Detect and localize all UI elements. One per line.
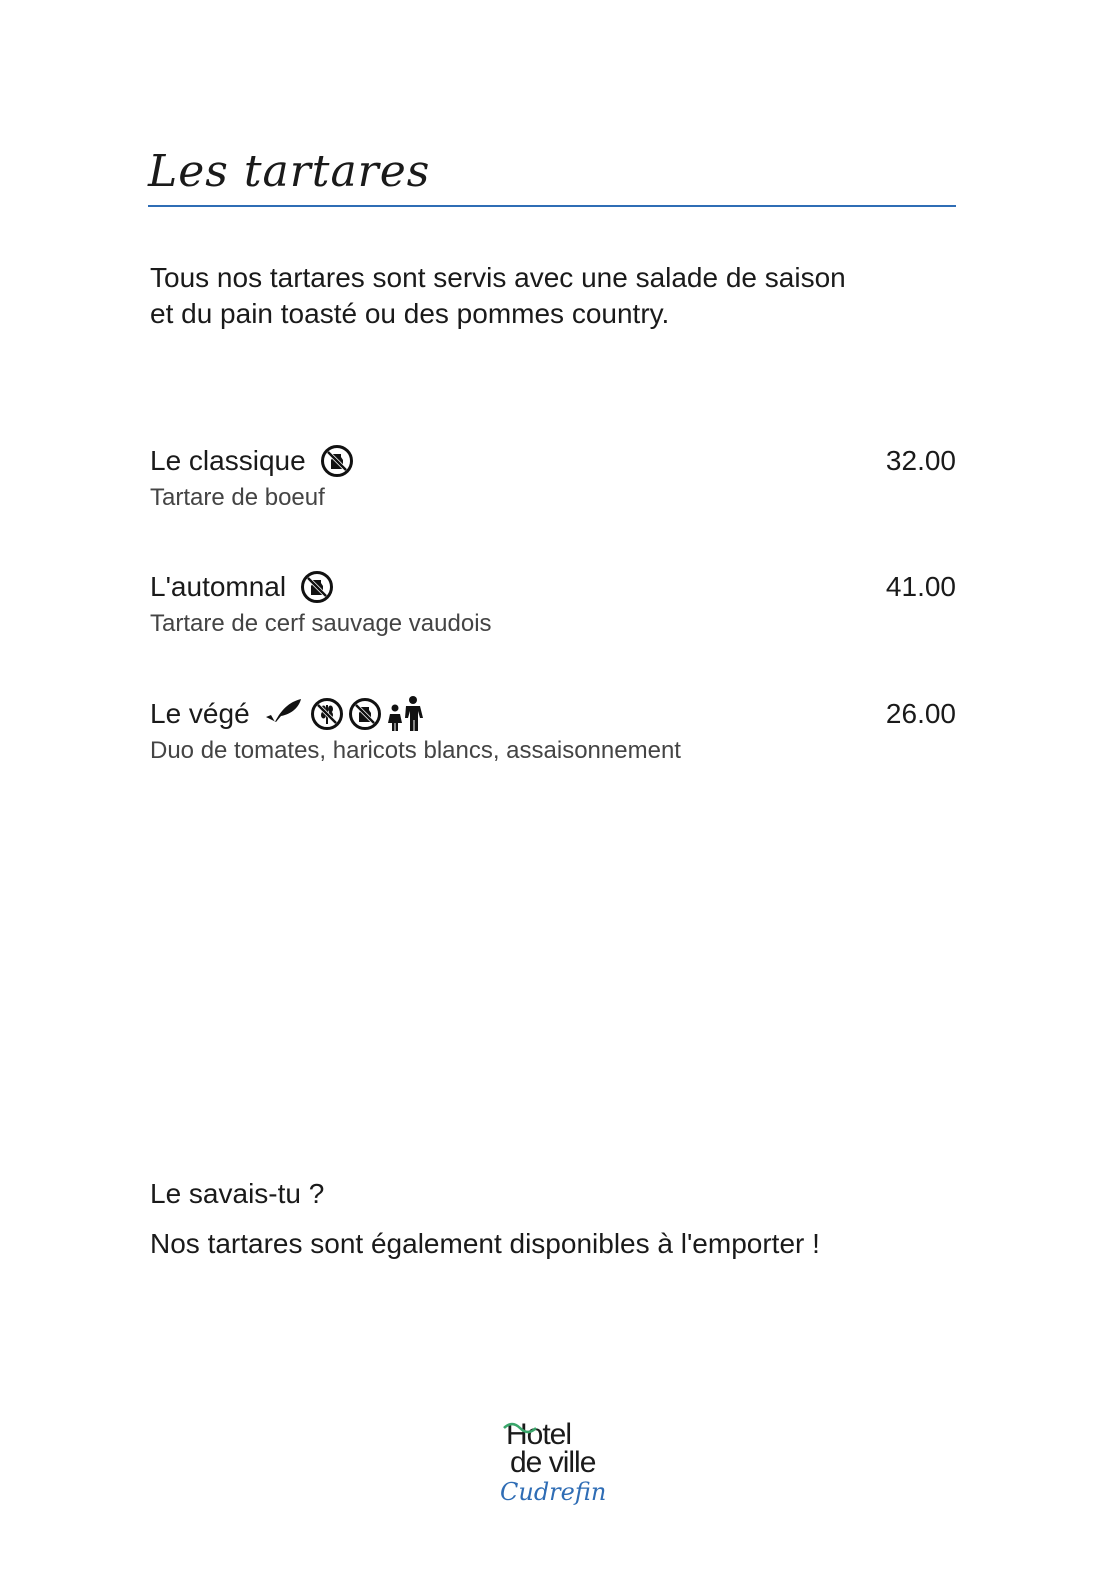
intro-line-2: et du pain toasté ou des pommes country. [150,298,670,329]
note-answer: Nos tartares sont également disponibles à l'emporter ! [150,1228,820,1259]
item-description: Tartare de boeuf [150,484,325,511]
intro-line-1: Tous nos tartares sont servis avec une salade de saison [150,262,846,293]
lactose-free-icon [300,570,334,604]
svg-text:de ville: de ville [510,1446,596,1479]
lactose-free-icon [348,697,382,731]
menu-item-automnal [150,567,956,639]
item-name: Le végé [150,698,250,729]
item-price: 41.00 [885,571,956,602]
title-divider [148,205,956,207]
hotel-logo [498,1412,618,1512]
menu-item-classique [150,441,956,513]
svg-text:Cudrefin: Cudrefin [500,1478,607,1506]
item-description: Tartare de cerf sauvage vaudois [150,610,492,637]
item-price: 32.00 [885,445,956,476]
item-description: Duo de tomates, haricots blancs, assaisonnement [150,737,681,764]
menu-item-vege [150,694,956,766]
item-price: 26.00 [885,698,956,729]
svg-text:Hotel: Hotel [506,1418,572,1451]
lactose-free-icon [320,444,354,478]
page-title: Les tartares [148,146,431,197]
gluten-free-icon [310,697,344,731]
item-name: Le classique [150,445,306,476]
vegetarian-leaf-icon [264,697,306,731]
intro-text [150,260,930,332]
note-question: Le savais-tu ? [150,1178,325,1209]
kids-menu-icon [386,695,426,733]
item-name: L'automnal [150,571,287,602]
